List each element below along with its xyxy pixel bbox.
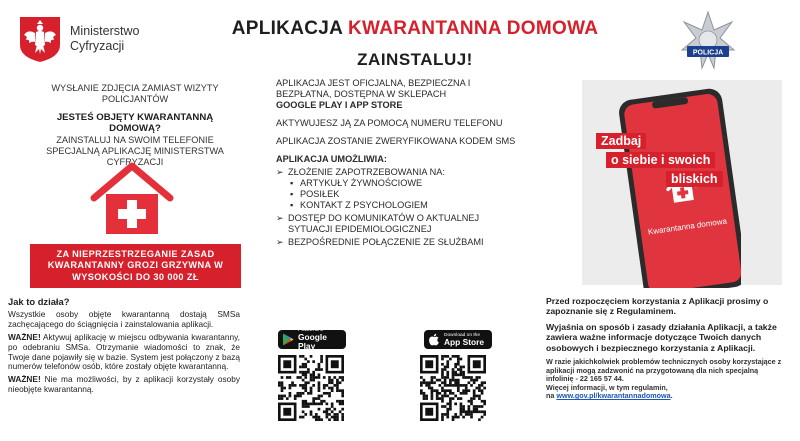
more-info-link-line: [546, 392, 784, 401]
verification-text: APLIKACJA ZOSTANIE ZWERYFIKOWANA KODEM SMS: [276, 136, 516, 146]
police-star-icon: [678, 10, 738, 74]
features-list: [276, 167, 526, 248]
slogan-line2: o siebie i swoich: [606, 152, 715, 168]
app-store-small: Download on the: [444, 332, 481, 338]
bullet-icon: ▪: [290, 178, 294, 188]
app-store-badge[interactable]: [424, 330, 492, 349]
fine-warning-banner: ZA NIEPRZESTRZEGANIE ZASAD KWARANTANNY GROZI GRZYWNA W WYSOKOŚCI DO 30 000 ZŁ: [30, 244, 241, 288]
phone-app-name: Kwarantanna domowa: [647, 216, 728, 237]
terms-info: [546, 296, 784, 406]
how-heading: Jak to działa?: [8, 296, 70, 307]
how-paragraph-3: [8, 375, 240, 395]
app-official-text: [276, 78, 526, 111]
feature-sub-text: ARTYKUŁY ŻYWNOŚCIOWE: [300, 178, 423, 188]
ministry-name: [70, 24, 139, 54]
title-black: APLIKACJA: [231, 18, 343, 39]
list-item: [276, 200, 526, 211]
feature-text: ZŁOŻENIE ZAPOTRZEBOWANIA NA:: [288, 167, 445, 177]
list-item: [276, 213, 526, 235]
list-item: [276, 189, 526, 200]
how-paragraph-2: [8, 333, 240, 373]
list-item: [276, 167, 526, 178]
page-title: [180, 18, 650, 40]
polish-eagle-icon: [18, 15, 62, 63]
google-play-badge[interactable]: [278, 330, 346, 349]
google-play-icon: [282, 333, 294, 346]
google-play-qr-code[interactable]: [278, 355, 344, 421]
gov-link[interactable]: www.gov.pl/kwarantannadomowa: [556, 391, 671, 401]
home-cross-icon: [80, 162, 184, 236]
bullet-icon: ▪: [290, 200, 294, 210]
app-store-qr-code[interactable]: [420, 355, 486, 421]
terms-paragraph-2: Wyjaśnia on sposób i zasady działania Aplikacji, a także zawiera ważne informacje dotyczące Twoich danych osobowych i bezpiecznego korzystania z Aplikacji.: [546, 321, 777, 353]
enables-heading: APLIKACJA UMOŻLIWIA:: [276, 154, 387, 164]
stores-label: GOOGLE PLAY I APP STORE: [276, 100, 403, 110]
install-instruction: ZAINSTALUJ NA SWOIM TELEFONIE SPECJALNĄ APLIKACJĘ MINISTERSTWA CYFRYZACJI: [46, 135, 224, 167]
important-label: WAŻNE!: [8, 374, 41, 385]
app-store-label: App Store: [444, 336, 485, 347]
link-suffix: .: [670, 391, 673, 401]
left-intro: WYSŁANIE ZDJĘCIA ZAMIAST WIZYTY POLICJANTÓW: [51, 83, 219, 104]
ministry-line1: Ministerstwo: [70, 24, 140, 38]
quarantine-question: JESTEŚ OBJĘTY KWARANTANNĄ DOMOWĄ?: [56, 112, 214, 134]
how-paragraph-3-text: Nie ma możliwości, by z aplikacji korzystały osoby nieobjęte kwarantanną.: [8, 374, 240, 395]
bullet-icon: ▪: [290, 189, 294, 199]
google-play-small: POBIERZ Z: [298, 328, 324, 333]
how-it-works: [8, 297, 240, 398]
feature-text: DOSTĘP DO KOMUNIKATÓW O AKTUALNEJ SYTUACJI EPIDEMIOLOGICZNEJ: [288, 213, 480, 234]
important-label: WAŻNE!: [8, 331, 41, 342]
phone-slogan: [596, 132, 746, 189]
ministry-logo: [18, 14, 188, 64]
how-paragraph-2-text: Aktywuj aplikację w miejscu odbywania kwarantanny, po odebraniu SMSa. Otrzymanie wiadomości to znak, że Twoje dane pojawiły się w bazie. System jest połączony z bazą numerów telefonów osób, które zostały objęte kwarantanną.: [8, 331, 240, 372]
apple-icon: [428, 333, 440, 346]
slogan-line1: Zadbaj: [596, 133, 646, 149]
app-official-desc: APLIKACJA JEST OFICJALNA, BEZPIECZNA I BEZPŁATNA, DOSTĘPNA W SKLEPACH: [276, 78, 471, 99]
link-prefix: na: [546, 391, 555, 401]
feature-sub-text: POSIŁEK: [300, 189, 340, 199]
install-heading: ZAINSTALUJ!: [357, 50, 473, 69]
arrow-icon: ➢: [276, 213, 284, 223]
list-item: [276, 178, 526, 189]
feature-sub-text: KONTAKT Z PSYCHOLOGIEM: [300, 200, 428, 210]
how-paragraph-1: Wszystkie osoby objęte kwarantanną dostają SMSa zachęcającego do ściągnięcia i zainstalowania aplikacji.: [8, 308, 240, 329]
title-red: KWARANTANNA DOMOWA: [348, 18, 599, 39]
list-item: [276, 237, 526, 248]
arrow-icon: ➢: [276, 237, 284, 247]
terms-paragraph-1: Przed rozpoczęciem korzystania z Aplikacji prosimy o zapoznanie się z Regulaminem.: [546, 296, 769, 317]
feature-text: BEZPOŚREDNIE POŁĄCZENIE ZE SŁUŻBAMI: [288, 237, 484, 247]
helpline-text: W razie jakichkolwiek problemów technicznych osoby korzystające z aplikacji mogą zadzwonić na przygotowaną dla nich specjalną infolinię - 22 165 57 44.: [546, 357, 782, 384]
ministry-line2: Cyfryzacji: [70, 39, 125, 53]
google-play-label: Google Play: [298, 332, 327, 351]
arrow-icon: ➢: [276, 167, 284, 177]
slogan-line3: bliskich: [666, 171, 723, 187]
more-info-text: Więcej informacji, w tym regulamin,: [546, 382, 668, 392]
police-label: POLICJA: [692, 49, 724, 57]
app-info: [276, 78, 526, 248]
activation-text: AKTYWUJESZ JĄ ZA POMOCĄ NUMERU TELEFONU: [276, 118, 503, 128]
